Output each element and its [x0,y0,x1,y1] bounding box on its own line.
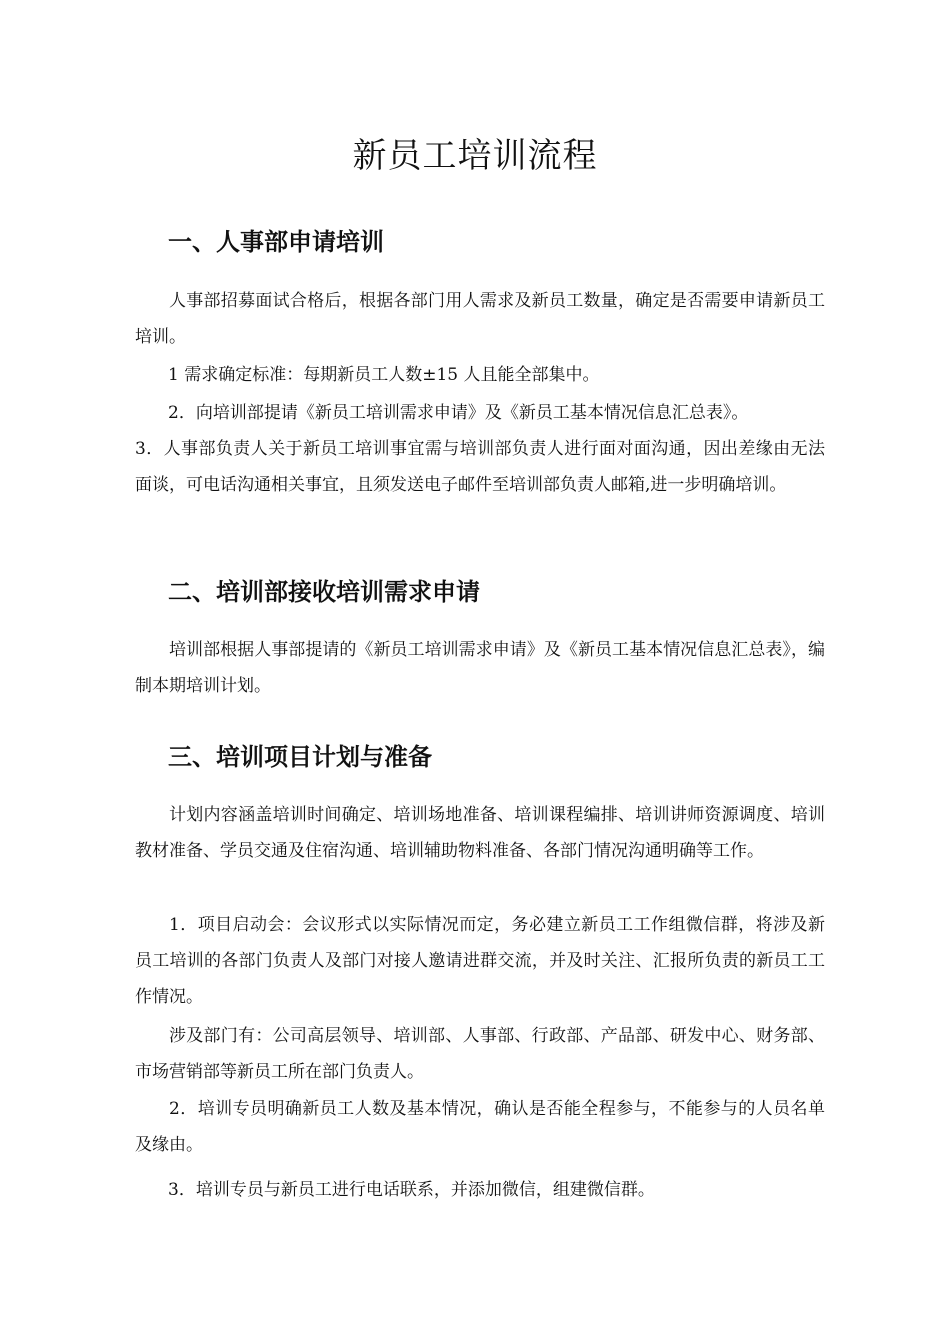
paragraph: 涉及部门有：公司高层领导、培训部、人事部、行政部、产品部、研发中心、财务部、市场营销部等新员工所在部门负责人。 [135,1026,825,1082]
paragraph: 2．向培训部提请《新员工培训需求申请》及《新员工基本情况信息汇总表》。 [168,403,749,423]
paragraph: 1．项目启动会：会议形式以实际情况而定，务必建立新员工工作组微信群，将涉及新员工培训的各部门负责人及部门对接人邀请进群交流，并及时关注、汇报所负责的新员工工作情况。 [135,915,825,1007]
paragraph: 培训部根据人事部提请的《新员工培训需求申请》及《新员工基本情况信息汇总表》，编制本期培训计划。 [135,640,825,696]
section-heading-1: 一、人事部申请培训 [168,228,384,256]
section-heading-3: 三、培训项目计划与准备 [168,743,432,771]
paragraph: 1 需求确定标准：每期新员工人数±15 人且能全部集中。 [168,365,600,385]
paragraph: 2．培训专员明确新员工人数及基本情况，确认是否能全程参与，不能参与的人员名单及缘由。 [135,1099,825,1155]
paragraph: 3．培训专员与新员工进行电话联系，并添加微信，组建微信群。 [168,1180,655,1200]
paragraph: 计划内容涵盖培训时间确定、培训场地准备、培训课程编排、培训讲师资源调度、培训教材准备、学员交通及住宿沟通、培训辅助物料准备、各部门情况沟通明确等工作。 [135,805,825,861]
paragraph: 人事部招募面试合格后，根据各部门用人需求及新员工数量，确定是否需要申请新员工培训。 [135,291,825,347]
paragraph: 3．人事部负责人关于新员工培训事宜需与培训部负责人进行面对面沟通，因出差缘由无法面谈，可电话沟通相关事宜，且须发送电子邮件至培训部负责人邮箱,进一步明确培训。 [135,439,825,495]
document-title: 新员工培训流程 [352,136,598,176]
section-heading-2: 二、培训部接收培训需求申请 [168,578,480,606]
